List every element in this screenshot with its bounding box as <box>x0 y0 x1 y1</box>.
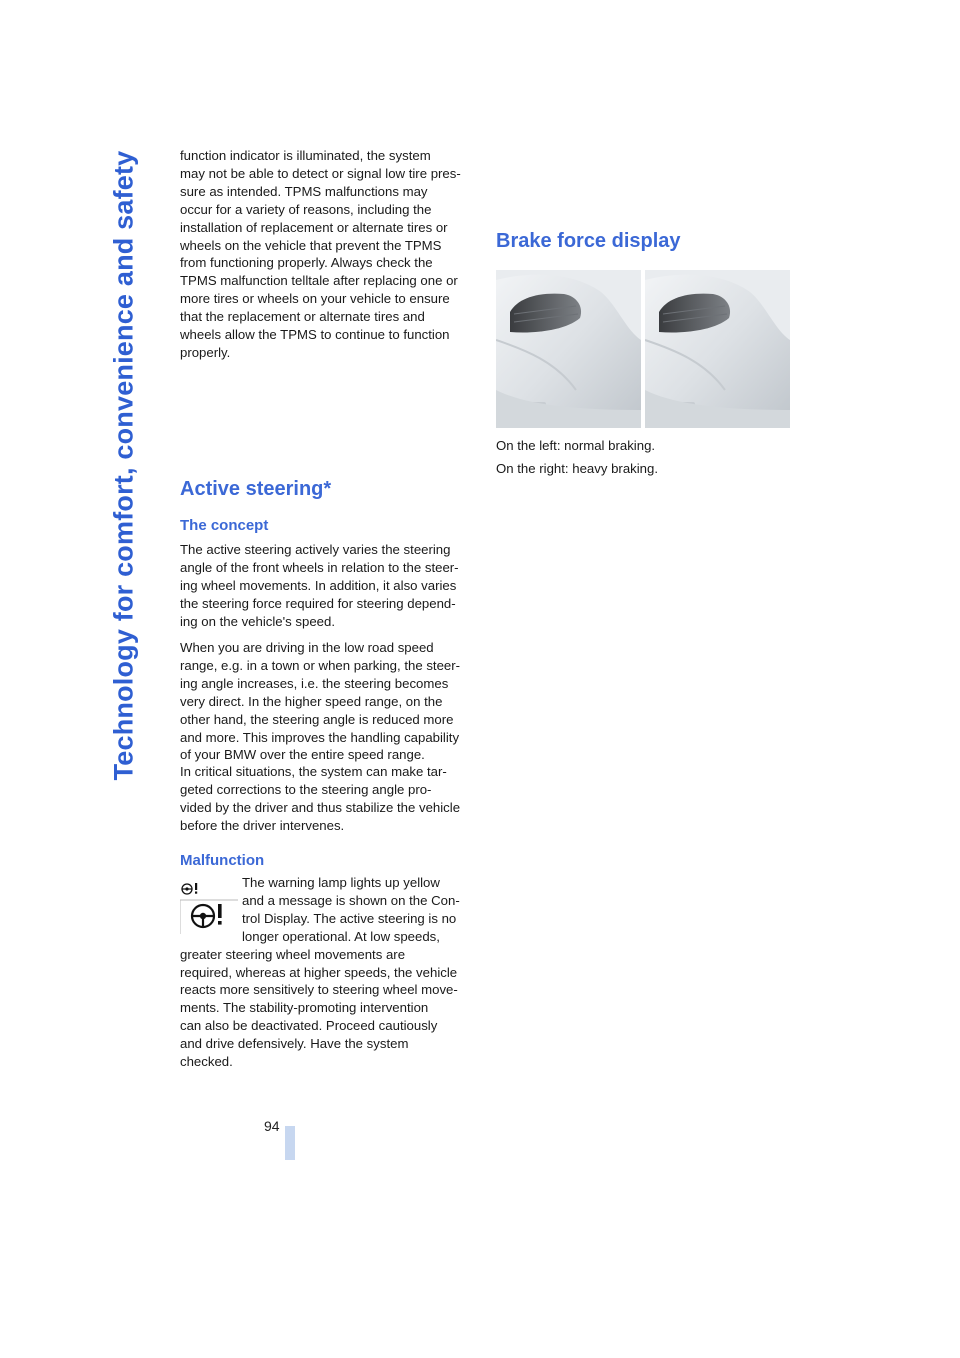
text-line: wheels allow the TPMS to continue to function <box>180 327 450 343</box>
text-line: geted corrections to the steering angle pro- <box>180 781 432 797</box>
text-line: range, e.g. in a town or when parking, the steer- <box>180 657 461 673</box>
malfunction-heading: Malfunction <box>180 852 265 869</box>
page-number-bar <box>285 1126 295 1160</box>
text-line: function indicator is illuminated, the system <box>180 148 431 163</box>
text-line: TPMS malfunction telltale after replacing one or <box>180 273 458 289</box>
text-line: and a message is shown on the Con- <box>242 892 460 908</box>
malfunction-text <box>180 946 476 1071</box>
brake-force-heading: Brake force display <box>496 230 681 252</box>
concept-heading: The concept <box>180 517 269 534</box>
page-number: 94 <box>264 1118 280 1134</box>
chapter-title-text: Technology for comfort, convenience and safety <box>108 150 139 780</box>
text-line: occur for a variety of reasons, including the <box>180 201 432 217</box>
text-line: trol Display. The active steering is no <box>242 910 457 926</box>
text-line: may not be able to detect or signal low tire pres- <box>180 165 461 181</box>
concept-paragraph-1 <box>180 541 459 631</box>
text-line: more tires or wheels on your vehicle to ensure <box>180 291 450 307</box>
text-line: ing wheel movements. In addition, it also varies <box>180 577 457 593</box>
text-line: sure as intended. TPMS malfunctions may <box>180 183 428 199</box>
text-line: reacts more sensitively to steering wheel move- <box>180 982 458 998</box>
brake-light-comparison-image <box>496 270 790 428</box>
steering-warning-lamp-icon <box>180 878 238 934</box>
text-line: other hand, the steering angle is reduced more <box>180 711 454 727</box>
text-line: The warning lamp lights up yellow <box>242 875 440 890</box>
text-line: The active steering actively varies the steering <box>180 542 451 557</box>
text-line: ing angle increases, i.e. the steering becomes <box>180 675 449 691</box>
text-line: When you are driving in the low road speed <box>180 640 434 655</box>
text-line: ing on the vehicle's speed. <box>180 613 336 629</box>
text-line: wheels on the vehicle that prevent the TPMS <box>180 237 442 253</box>
text-line: required, whereas at higher speeds, the vehicle <box>180 964 458 980</box>
text-line: the steering force required for steering depend- <box>180 595 456 611</box>
text-line: longer operational. At low speeds, <box>242 928 440 944</box>
malfunction-block <box>180 874 476 1071</box>
text-line: of your BMW over the entire speed range. <box>180 747 425 763</box>
text-line: can also be deactivated. Proceed cautiously <box>180 1018 438 1034</box>
caption-normal-braking: On the left: normal braking. <box>496 438 656 453</box>
text-line: checked. <box>180 1054 233 1070</box>
text-line: vided by the driver and thus stabilize the vehicle <box>180 799 461 815</box>
text-line: very direct. In the higher speed range, on the <box>180 693 443 709</box>
text-line: installation of replacement or alternate tires or <box>180 219 448 235</box>
concept-paragraph-3 <box>180 763 460 835</box>
text-line: that the replacement or alternate tires and <box>180 309 425 325</box>
caption-heavy-braking: On the right: heavy braking. <box>496 461 659 476</box>
text-line: before the driver intervenes. <box>180 817 345 833</box>
text-line: and drive defensively. Have the system <box>180 1036 409 1052</box>
text-line: angle of the front wheels in relation to the steer- <box>180 559 459 575</box>
text-line: and more. This improves the handling capability <box>180 729 460 745</box>
text-line: In critical situations, the system can make tar- <box>180 764 447 779</box>
text-line: properly. <box>180 344 231 360</box>
malfunction-icon-text <box>242 874 476 946</box>
concept-paragraph-2 <box>180 639 460 764</box>
text-line: from functioning properly. Always check the <box>180 255 433 271</box>
chapter-side-title <box>92 30 156 900</box>
text-line: greater steering wheel movements are <box>180 946 406 962</box>
tpms-intro-paragraph <box>180 147 461 362</box>
active-steering-heading: Active steering* <box>180 478 332 500</box>
text-line: ments. The stability-promoting intervention <box>180 1000 429 1016</box>
